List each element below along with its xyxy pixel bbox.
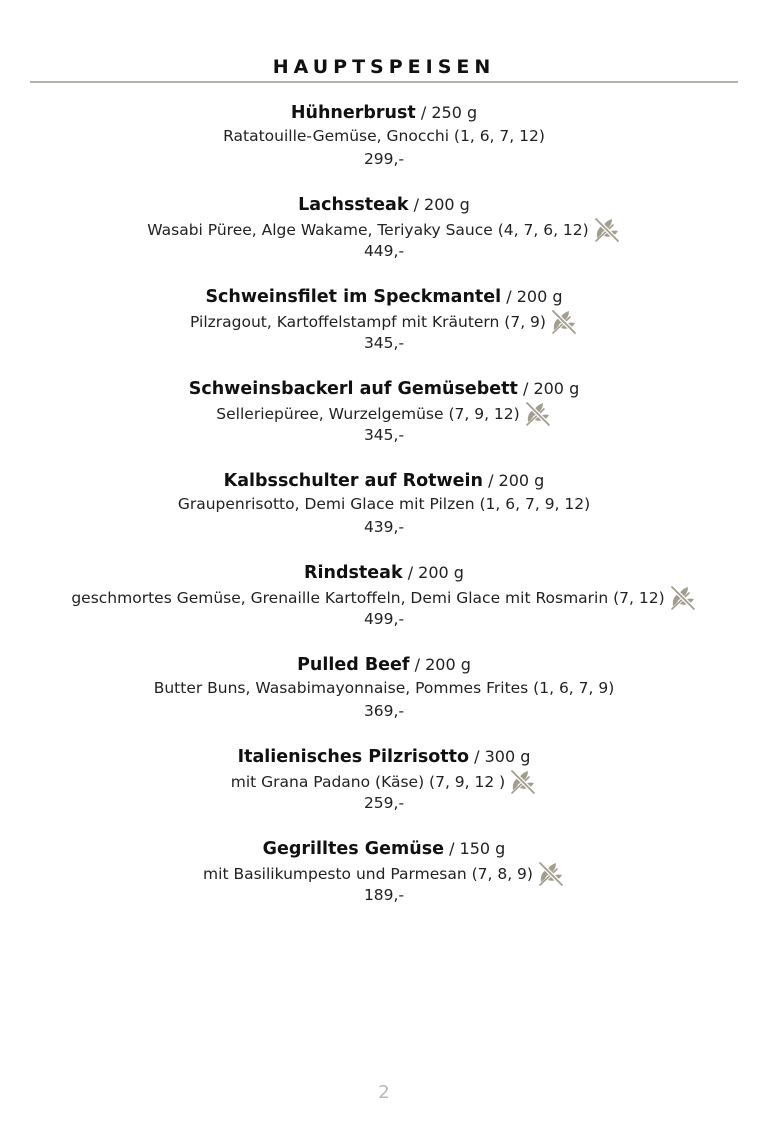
dish-name: Hühnerbrust bbox=[290, 103, 416, 123]
dish-price: 259,- bbox=[363, 794, 405, 812]
title-divider bbox=[30, 81, 738, 83]
crossed-leaf-icon bbox=[524, 400, 552, 428]
dish-item bbox=[0, 745, 768, 837]
dish-portion: / 200 g bbox=[522, 379, 580, 398]
dish-price: 345,- bbox=[363, 426, 405, 444]
dish-price: 449,- bbox=[363, 242, 405, 260]
dish-price: 499,- bbox=[363, 610, 405, 628]
dish-name: Italienisches Pilzrisotto bbox=[237, 747, 470, 767]
dish-description: Graupenrisotto, Demi Glace mit Pilzen (1, 6, 7, 9, 12) bbox=[177, 495, 591, 513]
dish-item bbox=[0, 377, 768, 469]
dish-description: mit Grana Padano (Käse) (7, 9, 12 ) bbox=[230, 773, 506, 791]
dish-portion: / 200 g bbox=[488, 471, 545, 490]
dish-price: 189,- bbox=[363, 886, 405, 904]
dish-item bbox=[0, 653, 768, 745]
dish-portion: / 150 g bbox=[449, 839, 506, 858]
dish-description: mit Basilikumpesto und Parmesan (7, 8, 9) bbox=[203, 865, 533, 883]
dish-portion: / 200 g bbox=[506, 287, 563, 306]
page-number: 2 bbox=[378, 1082, 390, 1103]
dish-item bbox=[0, 101, 768, 193]
crossed-leaf-icon bbox=[550, 308, 578, 336]
dish-name: Lachssteak bbox=[298, 195, 409, 215]
dish-name: Schweinsbackerl auf Gemüsebett bbox=[188, 379, 518, 399]
dish-item bbox=[0, 193, 768, 285]
dish-portion: / 300 g bbox=[474, 747, 531, 766]
dish-item bbox=[0, 285, 768, 377]
dish-price: 439,- bbox=[363, 518, 405, 536]
dish-portion: / 200 g bbox=[414, 655, 471, 674]
crossed-leaf-icon bbox=[669, 584, 697, 612]
dish-price: 299,- bbox=[363, 150, 405, 168]
dish-description: Wasabi Püree, Alge Wakame, Teriyaky Sauce (4, 7, 6, 12) bbox=[147, 221, 589, 239]
crossed-leaf-icon bbox=[537, 860, 565, 888]
dish-portion: / 200 g bbox=[407, 563, 464, 582]
dish-name: Gegrilltes Gemüse bbox=[262, 839, 444, 859]
crossed-leaf-icon bbox=[593, 216, 621, 244]
dish-item bbox=[0, 469, 768, 561]
dish-description: Ratatouille-Gemüse, Gnocchi (1, 6, 7, 12) bbox=[223, 127, 545, 145]
dish-portion: / 200 g bbox=[413, 195, 470, 214]
dish-name: Schweinsfilet im Speckmantel bbox=[205, 287, 502, 307]
dish-name: Kalbsschulter auf Rotwein bbox=[223, 471, 483, 491]
section-title: HAUPTSPEISEN bbox=[272, 56, 496, 78]
dish-description: geschmortes Gemüse, Grenaille Kartoffeln, Demi Glace mit Rosmarin (7, 12) bbox=[71, 589, 665, 607]
dish-description: Butter Buns, Wasabimayonnaise, Pommes Frites (1, 6, 7, 9) bbox=[153, 679, 615, 697]
dish-item bbox=[0, 837, 768, 929]
dish-item bbox=[0, 561, 768, 653]
dish-list bbox=[0, 101, 768, 929]
dish-name: Pulled Beef bbox=[297, 655, 410, 675]
dish-price: 369,- bbox=[363, 702, 405, 720]
crossed-leaf-icon bbox=[509, 768, 537, 796]
dish-name: Rindsteak bbox=[304, 563, 403, 583]
dish-portion: / 250 g bbox=[420, 103, 478, 122]
dish-description: Pilzragout, Kartoffelstampf mit Kräutern (7, 9) bbox=[190, 313, 546, 331]
dish-price: 345,- bbox=[363, 334, 405, 352]
dish-description: Selleriepüree, Wurzelgemüse (7, 9, 12) bbox=[216, 405, 520, 423]
